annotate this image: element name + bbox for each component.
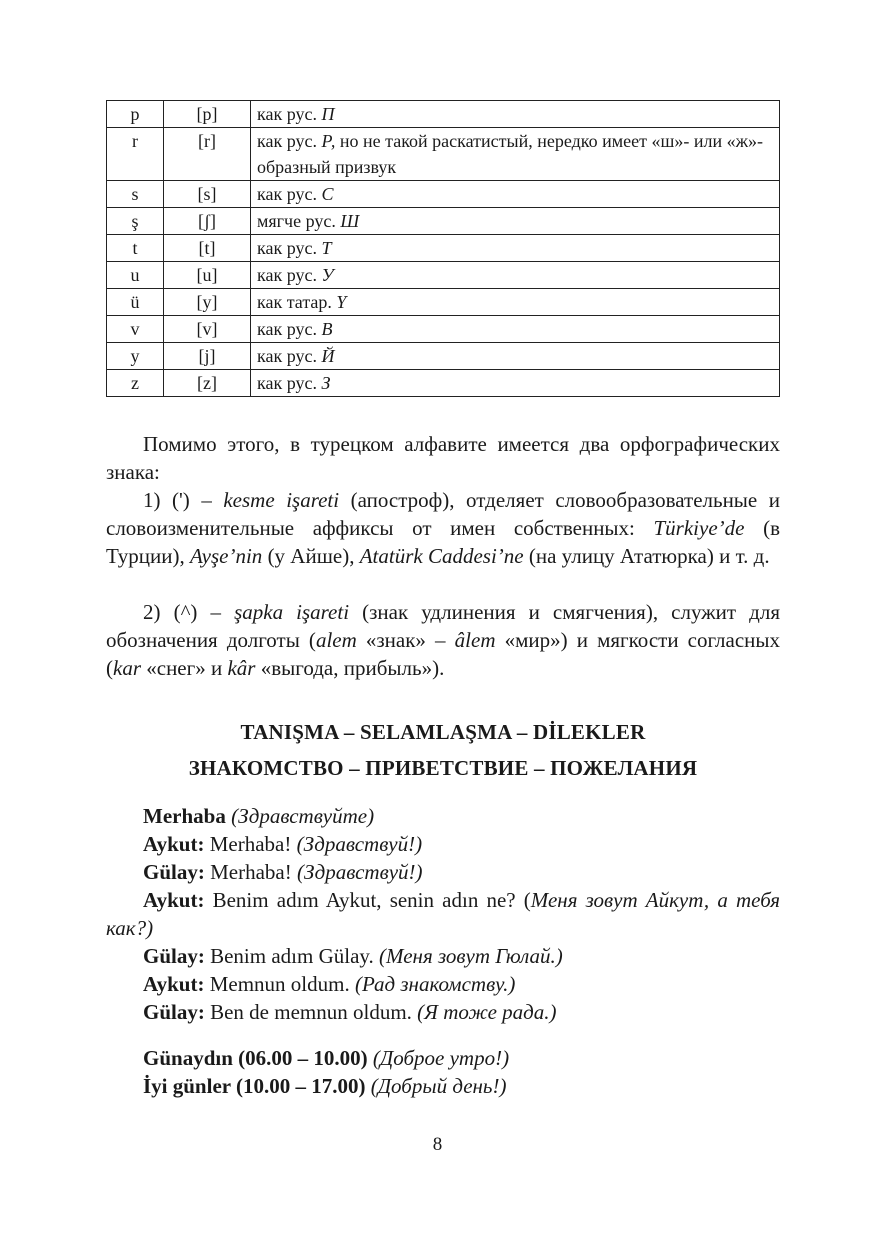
description-text: как рус. [257,238,322,258]
section-heading-turkish: TANIŞMA – SELAMLAŞMA – DİLEKLER [240,720,646,744]
speaker: Merhaba [143,804,226,828]
text: «выгода, прибыль»). [255,656,445,680]
ipa-cell: [s] [164,181,251,208]
letter-cell: y [107,343,164,370]
description-letter: В [321,319,333,339]
dialogue-line [106,970,780,998]
table-row [107,235,780,262]
text: (в Турции), [106,516,780,568]
speaker: Aykut: [143,972,205,996]
table-row [107,101,780,128]
translation: (Доброе утро!) [367,1046,510,1070]
term: şapka işareti [234,600,350,624]
ipa-cell: [u] [164,262,251,289]
table-row [107,289,780,316]
example: alem [315,628,357,652]
speaker: Aykut: [143,832,205,856]
text: 1) (') – [143,488,224,512]
phrase: Benim adım Aykut, senin adın ne? ( [204,888,531,912]
text: (на улицу Ататюрка) и т. д. [523,544,770,568]
table-row [107,208,780,235]
greeting-phrase: Günaydın (06.00 – 10.00) [143,1046,368,1070]
letter-cell: ş [107,208,164,235]
translation: (Я тоже рада.) [417,1000,557,1024]
paragraph-apostrophe [106,486,780,570]
letter-cell: u [107,262,164,289]
phrase: Ben de memnun oldum. [204,1000,418,1024]
speaker: Gülay: [143,860,205,884]
paragraph-circumflex [106,598,780,682]
greeting-line [106,1044,780,1072]
example: Türkiye’de [653,516,745,540]
ipa-cell: [p] [164,101,251,128]
greeting-phrase: İyi günler (10.00 – 17.00) [143,1074,366,1098]
description-cell [251,316,780,343]
dialogue-line [106,802,780,830]
letter-cell: r [107,128,164,181]
letter-cell: s [107,181,164,208]
translation: (Добрый день!) [365,1074,507,1098]
dialogue-line [106,830,780,858]
table-row [107,316,780,343]
description-cell [251,370,780,397]
letter-cell: v [107,316,164,343]
text: (апостроф), отделяет словообразовательные и словоизменительные аффиксы от имен собственных: [106,488,781,540]
description-letter: Й [321,346,335,366]
description-text: мягче рус. [257,211,341,231]
ipa-cell: [j] [164,343,251,370]
speaker: Aykut: [143,888,205,912]
description-letter: У [321,265,334,285]
dialogue-line [106,998,780,1026]
ipa-cell: [t] [164,235,251,262]
page-number: 8 [432,1134,443,1155]
phrase: Memnun oldum. [204,972,355,996]
description-text: как рус. [257,373,322,393]
dialogue-line [106,886,780,942]
table-row [107,128,780,181]
description-letter: З [321,373,331,393]
ipa-cell: [z] [164,370,251,397]
section-heading-russian: ЗНАКОМСТВО – ПРИВЕТСТВИЕ – ПОЖЕЛАНИЯ [188,756,698,780]
description-text: как рус. [257,346,322,366]
speaker: Gülay: [143,944,205,968]
description-cell [251,128,780,181]
phrase: Merhaba! [204,832,297,856]
description-cell [251,262,780,289]
translation: (Рад знакомству.) [354,972,516,996]
description-text: как рус. [257,265,322,285]
ipa-cell: [y] [164,289,251,316]
example: kar [113,656,141,680]
example: Ayşe’nin [190,544,263,568]
description-text: как рус. [257,104,322,124]
table-row [107,262,780,289]
description-cell [251,208,780,235]
letter-cell: ü [107,289,164,316]
phrase: Benim adım Gülay. [204,944,380,968]
description-cell [251,343,780,370]
description-text: как рус. [257,131,322,151]
ipa-cell: [r] [164,128,251,181]
description-cell [251,181,780,208]
term: kesme işareti [223,488,340,512]
example: kâr [227,656,256,680]
letter-cell: t [107,235,164,262]
dialogue-line [106,858,780,886]
phrase: Merhaba! [204,860,297,884]
description-letter: Ш [340,211,360,231]
text: (знак удлинения и смягчения), служит для обозначения долготы ( [106,600,780,652]
text: 2) (^) – [143,600,235,624]
text: «знак» – [356,628,455,652]
paragraph-intro: Помимо этого, в турецком алфавите имеется два орфографических знака: [106,432,780,484]
translation: (Здравствуй!) [296,860,423,884]
ipa-cell: [ʃ] [164,208,251,235]
alphabet-table [106,100,780,397]
translation: (Меня зовут Гюлай.) [379,944,563,968]
greeting-line [106,1072,780,1100]
description-cell [251,235,780,262]
description-letter: Р, [321,131,336,151]
text: «мир») и мягкости согласных ( [106,628,781,680]
dialogue-line [106,942,780,970]
description-text: как татар. [257,292,337,312]
description-letter: П [321,104,335,124]
description-cell [251,101,780,128]
letter-cell: p [107,101,164,128]
table-row [107,343,780,370]
ipa-cell: [v] [164,316,251,343]
translation: (Здравствуй!) [296,832,423,856]
text: «снег» и [141,656,228,680]
table-row [107,370,780,397]
example: âlem [454,628,496,652]
description-extra: но не такой раскатистый, нередко имеет «ш»- или «ж»-образный призвук [257,131,764,177]
description-letter: Т [321,238,332,258]
letter-cell: z [107,370,164,397]
translation: Меня зовут Айкут, а тебя как?) [106,888,780,940]
example: Atatürk Caddesi’ne [359,544,524,568]
description-text: как рус. [257,184,322,204]
speaker: Gülay: [143,1000,205,1024]
translation: (Здравствуйте) [231,804,375,828]
description-letter: С [321,184,334,204]
description-cell [251,289,780,316]
text: (у Айше), [262,544,360,568]
description-letter: Y [336,292,347,312]
description-text: как рус. [257,319,322,339]
table-row [107,181,780,208]
